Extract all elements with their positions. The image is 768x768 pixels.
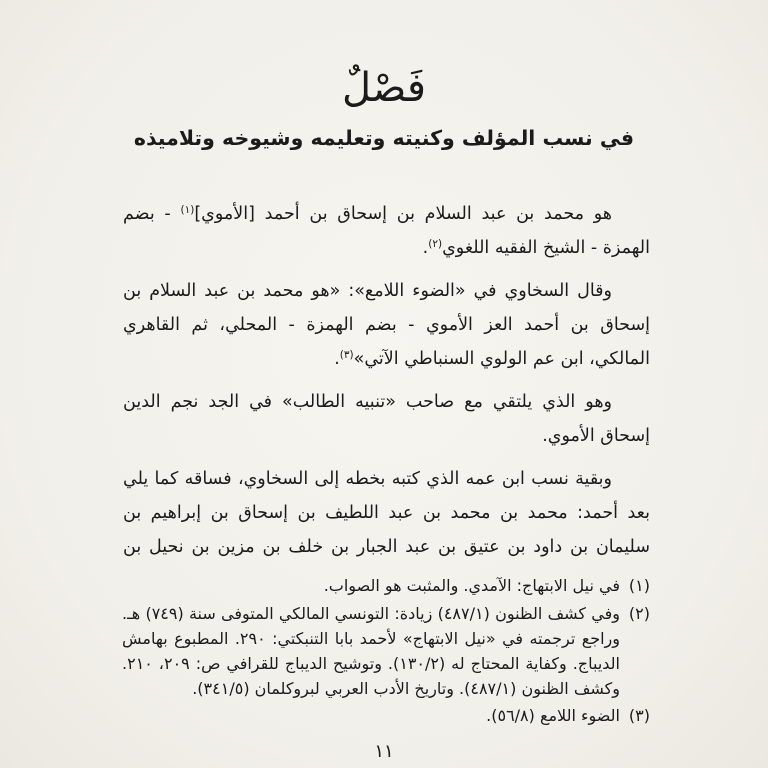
body-line: إسحاق بن أحمد العز الأموي - بضم الهمزة - المحلي، ثم القاهري — [123, 315, 650, 335]
main-text — [123, 197, 650, 564]
footnote — [122, 703, 650, 728]
section-subtitle: في نسب المؤلف وكنيته وتعليمه وشيوخه وتلاميذه — [133, 126, 634, 150]
footnote-marker: (٣) — [628, 706, 650, 725]
body-line — [123, 231, 650, 265]
body-line: وبقية نسب ابن عمه الذي كتبه بخطه إلى السخاوي، فساقه كما يلي — [123, 469, 612, 489]
footnote-text — [122, 601, 620, 701]
line-text: . — [334, 349, 340, 369]
footnote-line: وكشف الظنون (٤٨٧/١). وتاريخ الأدب العربي لبروكلمان (٣٤١/٥). — [192, 678, 620, 698]
footnote-line: الضوء اللامع (٥٦/٨). — [486, 706, 620, 725]
body-line — [123, 197, 650, 231]
paragraph — [123, 462, 650, 564]
footnote-line: الديباج. وكفاية المحتاج له (١٣٠/٢). وتوشيح الديباج للقرافي ص: ٢٠٩، ٢١٠. — [122, 653, 620, 673]
footnote-text — [122, 703, 620, 728]
footnote-ref: (١) — [180, 204, 195, 217]
page-number: ١١ — [374, 741, 394, 762]
paragraph — [123, 385, 650, 453]
paragraph — [123, 197, 650, 265]
section-title: فَصْلٌ — [341, 65, 427, 111]
line-text: - بضم — [123, 204, 181, 224]
footnote-marker: (٢) — [628, 603, 650, 623]
paragraph — [123, 274, 650, 376]
footnote — [122, 601, 650, 701]
body-line: وقال السخاوي في «الضوء اللامع»: «هو محمد بن عبد السلام بن — [123, 281, 612, 301]
footnote-text — [122, 573, 620, 598]
line-text: هو محمد بن عبد السلام بن إسحاق بن أحمد [الأموي] — [194, 204, 612, 224]
body-line — [123, 342, 650, 376]
body-line: إسحاق الأموي. — [542, 426, 650, 446]
footnote-line: في نيل الابتهاج: الآمدي. والمثبت هو الصواب. — [323, 576, 620, 595]
footnote-ref: (٢) — [428, 238, 443, 251]
line-text: المالكي، ابن عم الولوي السنباطي الآتي» — [353, 349, 650, 369]
footnote-ref: (٣) — [339, 349, 354, 362]
footnote-line: وفي كشف الظنون (٤٨٧/١) زيادة: التونسي المالكي المتوفى سنة (٧٤٩) هـ. — [122, 603, 620, 623]
body-line: سليمان بن داود بن عتيق بن عبد الجبار بن خلف بن مزين بن نحيل بن — [123, 537, 650, 557]
footnotes — [122, 573, 650, 728]
body-line: وهو الذي يلتقي مع صاحب «تنبيه الطالب» في الجد نجم الدين — [123, 392, 612, 412]
body-line: بعد أحمد: محمد بن محمد بن عبد اللطيف بن إسحاق بن إبراهيم بن — [123, 503, 650, 523]
footnote — [122, 573, 650, 598]
line-text: الهمزة - الشيخ الفقيه اللغوي — [442, 238, 650, 258]
line-text: . — [422, 238, 429, 258]
footnote-line: وراجع ترجمته في «نيل الابتهاج» لأحمد بابا التنبكتي: ٢٩٠. المطبوع بهامش — [122, 628, 621, 648]
footnote-marker: (١) — [628, 576, 650, 595]
